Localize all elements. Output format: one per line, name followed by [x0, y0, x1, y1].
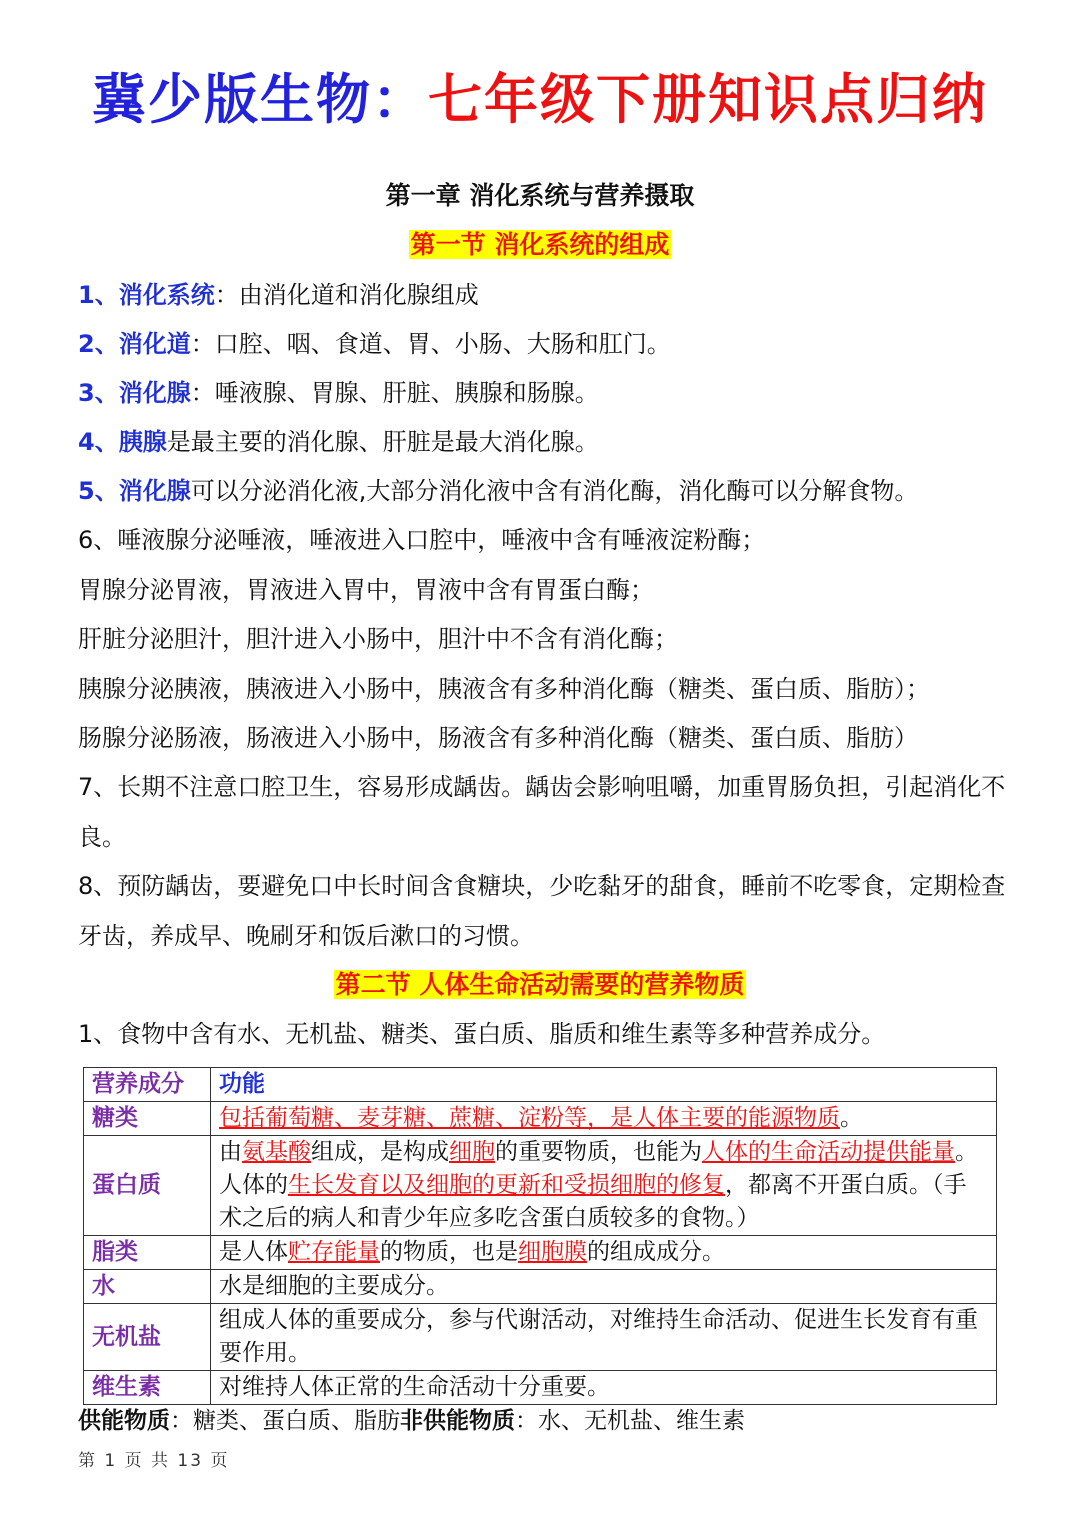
section-2-heading — [0, 966, 1080, 1004]
section-1-label: 第一节 消化系统的组成 — [410, 230, 670, 259]
list-item: 胃腺分泌胃液，胃液进入胃中，胃液中含有胃蛋白酶； — [78, 576, 654, 604]
list-item: 胰腺分泌胰液，胰液进入小肠中，胰液含有多种消化酶（糖类、蛋白质、脂肪）； — [78, 675, 930, 703]
list-item: 肠腺分泌肠液，肠液进入小肠中，肠液含有多种消化酶（糖类、蛋白质、脂肪） — [78, 724, 918, 752]
title-part-1: 冀少版生物： — [92, 68, 428, 131]
header-cell-nutrient: 营养成分 — [84, 1068, 211, 1102]
section-2-label: 第二节 人体生命活动需要的营养物质 — [335, 970, 745, 999]
nutrient-table — [83, 1067, 997, 1405]
list-item: 1、食物中含有水、无机盐、糖类、蛋白质、脂质和维生素等多种营养成分。 — [78, 1020, 886, 1048]
page-number: 第 1 页 共 13 页 — [78, 1451, 230, 1471]
list-item: 肝脏分泌胆汁，胆汁进入小肠中，胆汁中不含有消化酶； — [78, 625, 678, 653]
table-row: 水 水是细胞的主要成分。 — [84, 1270, 997, 1304]
list-item: 6、唾液腺分泌唾液，唾液进入口腔中，唾液中含有唾液淀粉酶； — [78, 526, 766, 554]
table-header-row — [84, 1068, 997, 1102]
chapter-heading: 第一章 消化系统与营养摄取 — [385, 181, 695, 210]
header-cell-function: 功能 — [211, 1068, 997, 1102]
list-item: 3、消化腺：唾液腺、胃腺、肝脏、胰腺和肠腺。 — [78, 379, 599, 407]
table-row: 糖类 包括葡萄糖、麦芽糖、蔗糖、淀粉等，是人体主要的能源物质。 — [84, 1102, 997, 1136]
table-row: 脂类 是人体贮存能量的物质，也是细胞膜的组成成分。 — [84, 1236, 997, 1270]
list-item: 7、长期不注意口腔卫生，容易形成龋齿。龋齿会影响咀嚼，加重胃肠负担，引起消化不良。 — [78, 773, 1006, 851]
list-item: 4、胰腺是最主要的消化腺、肝脏是最大消化腺。 — [78, 428, 599, 456]
energy-note: 供能物质：糖类、蛋白质、脂肪非供能物质：水、无机盐、维生素 — [78, 1408, 745, 1434]
page-title — [0, 62, 1080, 138]
list-item: 8、预防龋齿，要避免口中长时间含食糖块，少吃黏牙的甜食，睡前不吃零食，定期检查牙齿，养成早、晚刷牙和饭后漱口的习惯。 — [78, 872, 1006, 950]
list-item: 2、消化道：口腔、咽、食道、胃、小肠、大肠和肛门。 — [78, 330, 671, 358]
list-item: 5、消化腺可以分泌消化液,大部分消化液中含有消化酶，消化酶可以分解食物。 — [78, 477, 919, 505]
table-row: 蛋白质 由氨基酸组成，是构成细胞的重要物质，也能为人体的生命活动提供能量。人体的生长发育以及细胞的更新和受损细胞的修复，都离不开蛋白质。（手术之后的病人和青少年应多吃含蛋白质较多的食物。） — [84, 1136, 997, 1236]
table-row: 维生素 对维持人体正常的生命活动十分重要。 — [84, 1371, 997, 1405]
title-part-2: 七年级下册知识点归纳 — [428, 68, 988, 131]
list-item: 1、消化系统：由消化道和消化腺组成 — [78, 281, 479, 309]
table-row: 无机盐 组成人体的重要成分，参与代谢活动，对维持生命活动、促进生长发育有重要作用。 — [84, 1304, 997, 1371]
section-1-heading — [0, 226, 1080, 264]
